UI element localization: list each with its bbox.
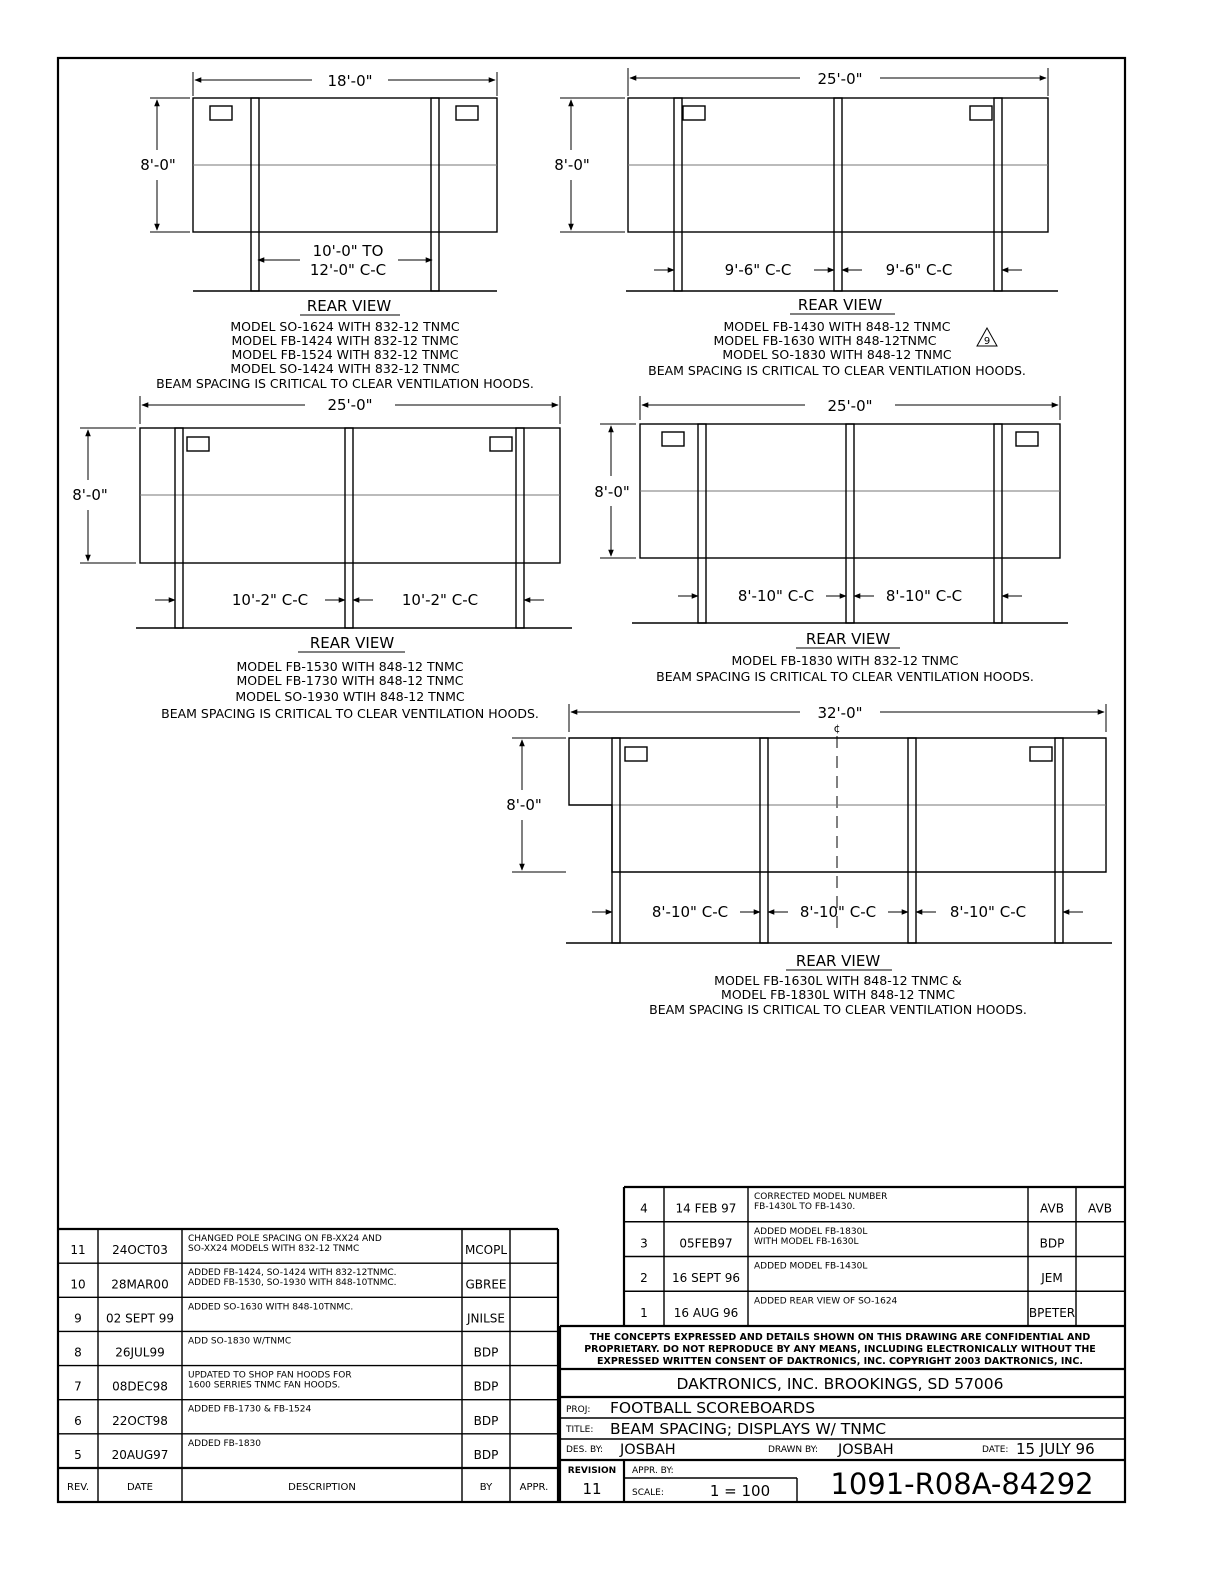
revision-label: REVISION: [567, 1466, 617, 1476]
revision-number: 9: [74, 1311, 82, 1326]
revision-description: ADDED MODEL FB-1430L: [754, 1261, 868, 1272]
vent-hood: [1030, 747, 1052, 761]
height-dimension: 8'-0": [140, 156, 176, 174]
revision-row: [74, 1371, 498, 1394]
revision-date: 16 AUG 96: [673, 1305, 739, 1320]
drawn-by-label: DRAWN BY:: [768, 1445, 818, 1455]
vent-hood: [187, 437, 209, 451]
drawing-title: BEAM SPACING; DISPLAYS W/ TNMC: [610, 1420, 887, 1438]
model-note: BEAM SPACING IS CRITICAL TO CLEAR VENTILATION HOODS.: [161, 706, 539, 721]
appr-by-label: APPR. BY:: [632, 1466, 674, 1476]
support-beam: [516, 428, 524, 628]
revision-description: 1600 SERRIES TNMC FAN HOODS.: [188, 1380, 341, 1391]
revision-row: [70, 1268, 506, 1291]
des-by-label: DES. BY:: [566, 1445, 604, 1455]
revision-row: [640, 1262, 1063, 1286]
revision-by: BDP: [1039, 1236, 1065, 1251]
proj-label: PROJ:: [566, 1405, 591, 1415]
designed-by: JOSBAH: [620, 1442, 676, 1458]
view-label: REAR VIEW: [795, 952, 881, 970]
model-note: MODEL FB-1630 WITH 848-12TNMC: [713, 333, 937, 348]
revision-number: 6: [74, 1413, 82, 1428]
model-note: MODEL FB-1424 WITH 832-12 TNMC: [231, 333, 459, 348]
height-dimension: 8'-0": [594, 483, 630, 501]
revision-number: 1: [640, 1305, 648, 1320]
revision-by: AVB: [1040, 1201, 1064, 1216]
revision-by: MCOPL: [464, 1243, 508, 1258]
revision-row: [70, 1234, 507, 1257]
company-name: DAKTRONICS, INC. BROOKINGS, SD 57006: [676, 1375, 1004, 1393]
drawing-number: 1091-R08A-84292: [830, 1467, 1094, 1501]
spacing-dimension: 9'-6" C-C: [724, 261, 792, 279]
revision-table-right: [624, 1187, 1125, 1326]
rear-view-5: [506, 704, 1112, 1017]
header-appr: APPR.: [519, 1482, 549, 1493]
view-label: REAR VIEW: [805, 630, 891, 648]
vent-hood: [210, 106, 232, 120]
revision-date: 02 SEPT 99: [106, 1311, 174, 1326]
support-beam: [994, 98, 1002, 291]
spacing-dimension: 8'-10" C-C: [885, 587, 963, 605]
vent-hood: [1016, 432, 1038, 446]
rear-view-3: [72, 396, 572, 721]
revision-number: 8: [74, 1345, 82, 1360]
vent-hood: [662, 432, 684, 446]
model-note: MODEL FB-1630L WITH 848-12 TNMC &: [714, 973, 962, 988]
revision-date: 24OCT03: [112, 1243, 168, 1258]
revision-description: UPDATED TO SHOP FAN HOODS FOR: [188, 1370, 352, 1381]
rear-view-2: [554, 68, 1058, 378]
support-beam: [674, 98, 682, 291]
height-dimension: 8'-0": [554, 156, 590, 174]
revision-table-left: [58, 1229, 558, 1502]
model-note: BEAM SPACING IS CRITICAL TO CLEAR VENTILATION HOODS.: [649, 1002, 1027, 1017]
revision-by: BDP: [473, 1413, 499, 1428]
revision-by: JEM: [1041, 1271, 1063, 1286]
revision-header: [67, 1482, 548, 1493]
spacing-dimension: 12'-0" C-C: [309, 261, 387, 279]
revision-by: BDP: [473, 1448, 499, 1463]
revision-description: ADD SO-1830 W/TNMC: [188, 1336, 292, 1347]
header-by: BY: [479, 1482, 493, 1493]
model-note: MODEL SO-1424 WITH 832-12 TNMC: [230, 361, 460, 376]
revision-date: 16 SEPT 96: [672, 1271, 740, 1286]
support-beam: [1055, 738, 1063, 943]
revision-number: 11: [70, 1243, 86, 1258]
support-beam: [431, 98, 439, 291]
header-description: DESCRIPTION: [288, 1482, 356, 1493]
revision-row: [74, 1439, 498, 1462]
support-beam: [345, 428, 353, 628]
revision-date: 26JUL99: [115, 1345, 165, 1360]
model-note: MODEL SO-1624 WITH 832-12 TNMC: [230, 319, 460, 334]
revision-number: 2: [640, 1271, 648, 1286]
title-block: [560, 1326, 1125, 1502]
title-label: TITLE:: [566, 1425, 594, 1435]
height-dimension: 8'-0": [72, 486, 108, 504]
project-name: FOOTBALL SCOREBOARDS: [610, 1399, 816, 1417]
revision-row: [640, 1192, 1112, 1216]
support-beam: [760, 738, 768, 943]
spacing-dimension: 10'-0" TO: [312, 242, 384, 260]
support-beam: [698, 424, 706, 623]
spacing-dimension: 8'-10" C-C: [737, 587, 815, 605]
revision-number: 3: [640, 1236, 648, 1251]
header-date: DATE: [126, 1482, 154, 1493]
revision-by: GBREE: [465, 1277, 507, 1292]
vent-hood: [625, 747, 647, 761]
width-dimension: 25'-0": [817, 70, 863, 88]
rear-view-1: [140, 72, 534, 391]
revision-number: 7: [74, 1379, 82, 1394]
vent-hood: [456, 106, 478, 120]
revision-by: BDP: [473, 1345, 499, 1360]
support-beam: [251, 98, 259, 291]
revision-description: ADDED REAR VIEW OF SO-1624: [754, 1296, 898, 1307]
model-note: MODEL FB-1830 WITH 832-12 TNMC: [731, 653, 959, 668]
support-beam: [908, 738, 916, 943]
model-note: MODEL FB-1830L WITH 848-12 TNMC: [721, 987, 955, 1002]
support-beam: [834, 98, 842, 291]
spacing-dimension: 8'-10" C-C: [949, 903, 1027, 921]
revision-description: CHANGED POLE SPACING ON FB-XX24 AND: [188, 1234, 382, 1244]
support-beam: [846, 424, 854, 623]
confidentiality-notice: THE CONCEPTS EXPRESSED AND DETAILS SHOWN ON THIS DRAWING ARE CONFIDENTIAL AND: [589, 1332, 1091, 1343]
height-dimension: 8'-0": [506, 796, 542, 814]
revision-description: WITH MODEL FB-1630L: [754, 1236, 859, 1247]
revision-date: 05FEB97: [679, 1236, 733, 1251]
model-note: MODEL FB-1430 WITH 848-12 TNMC: [723, 319, 951, 334]
view-label: REAR VIEW: [309, 634, 395, 652]
spacing-dimension: 8'-10" C-C: [651, 903, 729, 921]
revision-description: ADDED FB-1830: [188, 1438, 261, 1449]
revision-description: CORRECTED MODEL NUMBER: [754, 1192, 888, 1202]
support-beam: [175, 428, 183, 628]
revision-number: 10: [70, 1277, 86, 1292]
revision-row: [74, 1302, 505, 1325]
model-note: MODEL SO-1830 WITH 848-12 TNMC: [722, 347, 952, 362]
revision-by: BDP: [473, 1379, 499, 1394]
revision-description: ADDED MODEL FB-1830L: [754, 1226, 868, 1237]
revision-approved: AVB: [1088, 1201, 1112, 1216]
model-note: MODEL FB-1530 WITH 848-12 TNMC: [236, 659, 464, 674]
revision-flag-number: 9: [983, 336, 991, 347]
revision-row: [74, 1336, 498, 1359]
confidentiality-notice: PROPRIETARY. DO NOT REPRODUCE BY ANY MEANS, INCLUDING ELECTRONICALLY WITHOUT THE: [584, 1344, 1096, 1355]
centerline-mark: ¢: [833, 722, 841, 735]
drawing-scale: 1 = 100: [709, 1482, 771, 1500]
width-dimension: 25'-0": [327, 396, 373, 414]
model-note: MODEL FB-1524 WITH 832-12 TNMC: [231, 347, 459, 362]
revision-date: 28MAR00: [111, 1277, 169, 1292]
revision-date: 20AUG97: [111, 1448, 169, 1463]
model-note: BEAM SPACING IS CRITICAL TO CLEAR VENTILATION HOODS.: [648, 363, 1026, 378]
spacing-dimension: 10'-2" C-C: [231, 591, 309, 609]
vent-hood: [683, 106, 705, 120]
revision-row: [74, 1405, 498, 1428]
revision-by: JNILSE: [467, 1311, 505, 1326]
width-dimension: 25'-0": [827, 397, 873, 415]
spacing-dimension: 9'-6" C-C: [885, 261, 953, 279]
vent-hood: [490, 437, 512, 451]
view-label: REAR VIEW: [306, 297, 392, 315]
revision-date: 14 FEB 97: [675, 1201, 737, 1216]
confidentiality-notice: EXPRESSED WRITTEN CONSENT OF DAKTRONICS, INC. COPYRIGHT 2003 DAKTRONICS, INC.: [597, 1356, 1083, 1367]
support-beam: [612, 738, 620, 943]
revision-number: 11: [582, 1480, 602, 1498]
revision-number: 5: [74, 1448, 82, 1463]
revision-row: [640, 1227, 1064, 1251]
revision-description: ADDED FB-1424, SO-1424 WITH 832-12TNMC.: [188, 1268, 397, 1279]
date-label: DATE:: [982, 1445, 1009, 1455]
revision-description: ADDED SO-1630 WITH 848-10TNMC.: [188, 1302, 354, 1313]
spacing-dimension: 10'-2" C-C: [401, 591, 479, 609]
spacing-dimension: 8'-10" C-C: [799, 903, 877, 921]
support-beam: [994, 424, 1002, 623]
model-note: BEAM SPACING IS CRITICAL TO CLEAR VENTILATION HOODS.: [156, 376, 534, 391]
revision-description: SO-XX24 MODELS WITH 832-12 TNMC: [188, 1244, 360, 1254]
model-note: MODEL FB-1730 WITH 848-12 TNMC: [236, 673, 464, 688]
header-rev: REV.: [67, 1482, 89, 1493]
revision-row: [640, 1296, 1075, 1320]
drawing-date: 15 JULY 96: [1016, 1440, 1095, 1458]
revision-date: 08DEC98: [112, 1379, 168, 1394]
revision-date: 22OCT98: [112, 1413, 168, 1428]
view-label: REAR VIEW: [797, 296, 883, 314]
revision-description: ADDED FB-1530, SO-1930 WITH 848-10TNMC.: [188, 1278, 397, 1289]
model-note: MODEL SO-1930 WTIH 848-12 TNMC: [235, 689, 465, 704]
model-note: BEAM SPACING IS CRITICAL TO CLEAR VENTILATION HOODS.: [656, 669, 1034, 684]
revision-description: FB-1430L TO FB-1430.: [754, 1202, 856, 1212]
revision-by: BPETER: [1028, 1305, 1076, 1320]
revision-description: ADDED FB-1730 & FB-1524: [188, 1404, 312, 1415]
width-dimension: 32'-0": [817, 704, 863, 722]
scale-label: SCALE:: [632, 1488, 664, 1498]
vent-hood: [970, 106, 992, 120]
rear-view-4: [594, 396, 1068, 684]
width-dimension: 18'-0": [327, 72, 373, 90]
revision-number: 4: [640, 1201, 648, 1216]
drawn-by: JOSBAH: [838, 1442, 894, 1458]
